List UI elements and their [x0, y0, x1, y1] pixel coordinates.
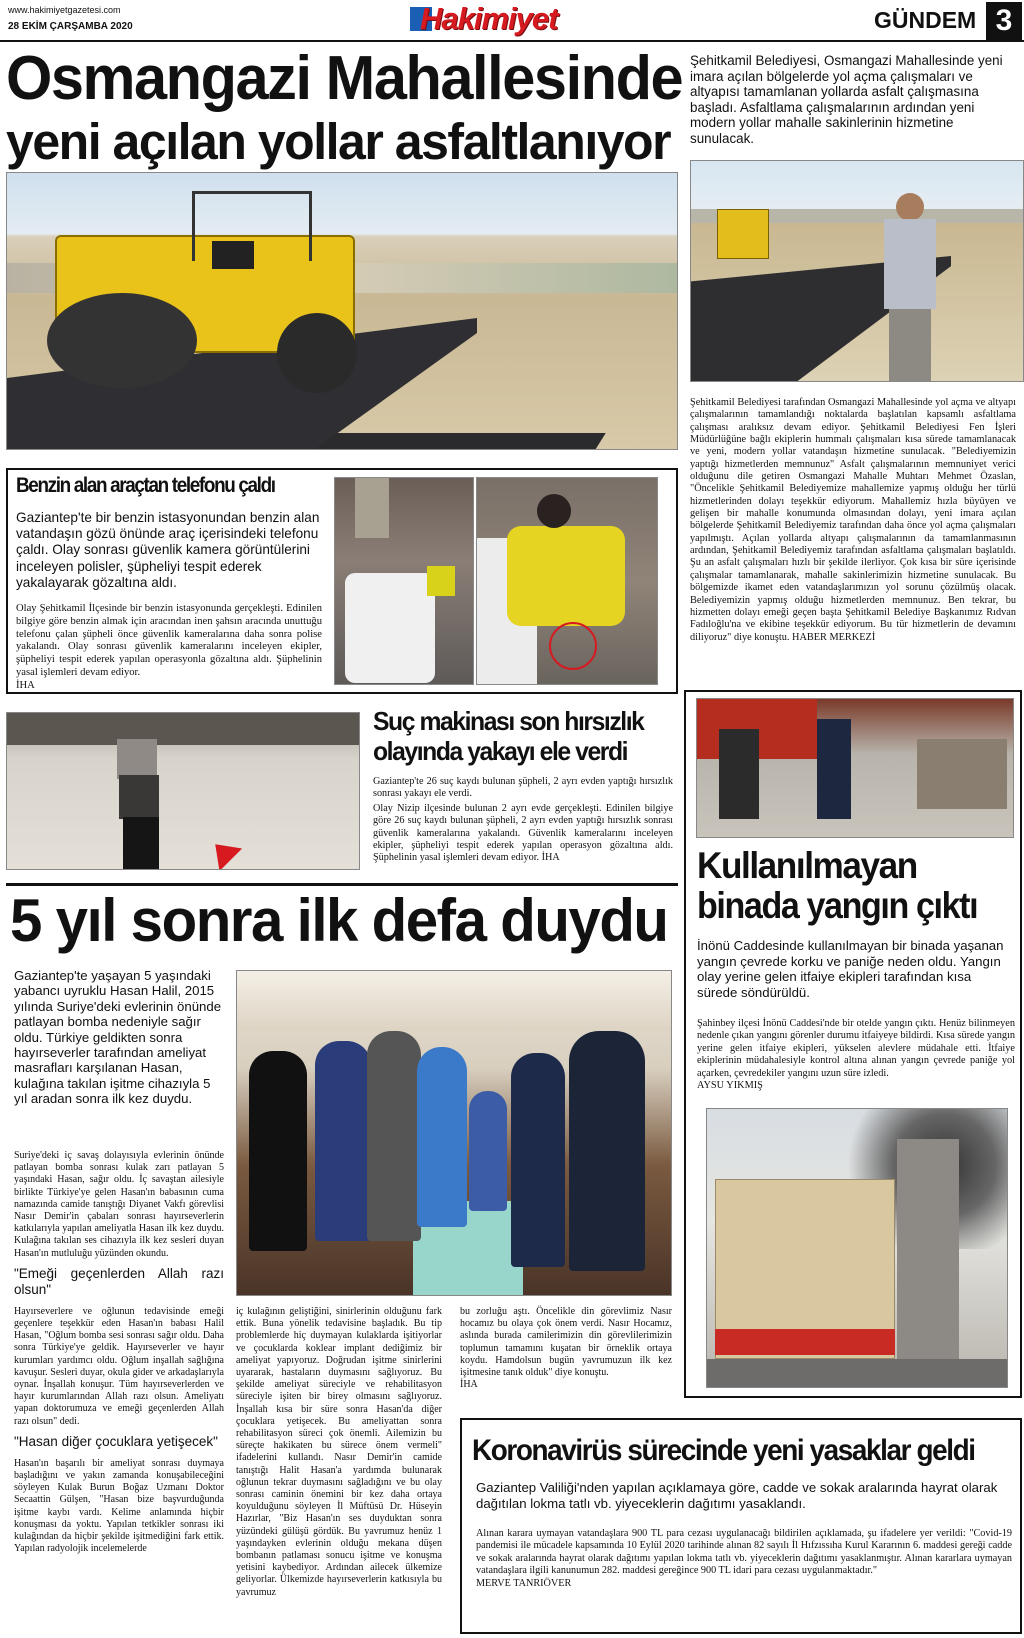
masthead-rule: [0, 40, 1024, 42]
story6-byline: MERVE TANRIÖVER: [476, 1577, 572, 1589]
story5-subhead-1: "Emeği geçenlerden Allah razı olsun": [14, 1265, 224, 1297]
story4-lead: İnönü Caddesinde kullanılmayan bir binada yaşanan yangın çevrede korku ve paniğe neden oldu. Yangın olay yerine gelen itfaiye ekipleri tarafından kısa sürede söndürüldü.: [697, 938, 1004, 1000]
story5-headline: 5 yıl sonra ilk defa duydu: [10, 887, 668, 954]
story3-body: Gaziantep'te 26 suç kaydı bulunan şüpheli, 2 ayrı evden yaptığı hırsızlık sonrası yakayı ele verdi. Olay Nizip ilçesinde bulunan 2 ayrı evde gerçekleşti. Edinilen bilgiye göre 26 suç kaydı bulunan şüpheli, 2 ayrı evden yaptığı hırsızlık sonrası güvenlik kameralarına yakalandı. Güvenlik kameralarını inceleyen ekipler, şüpheliyi tespit ederek yapılan operasyon gözaltına aldı. Şüphelinin yasal işlemleri devam ediyor. İHA: [373, 776, 673, 864]
story2-body: Olay Şehitkamil İlçesinde bir benzin istasyonunda gerçekleşti. Edinilen bilgiye göre benzin almak için aracından inen şahsın aracında unuttuğu telefonu çalan şüpheli önce güvenlik kameralarına daha sonra polise yakalandı. Olay sonrası güvenlik kameralarını inceleyen ekipler, şüpheliyi tespit ederek yapılan operasyonla gözaltına aldı. Şüphelinin yasal işlemleri devam ediyor. İHA: [16, 603, 322, 691]
story3-headline-line1: Suç makinası son hırsızlık: [373, 706, 644, 736]
section-label: GÜNDEM: [874, 7, 977, 33]
story5-col1: Suriye'deki iç savaş dolayısıyla evlerinin önünde patlayan bomba sonrası kulak zarı patlayan 5 yaşındaki Hasan, sağır oldu. İç savaştan ailesiyle birlikte Türkiye'ye gelen Hasan'ın babasının cuma namazında camide tanıştığı Diyanet Vakfı görevlisi Nasır Demir'in çabaları sonrası hayırseverlerin katkılarıyla yapılan ameliyatla Hasan ilk kez duydu. Kulağına takılan ses cihazıyla ilk kez sesleri duyan Hasan'ın mutluluğu yüzünden okundu. "Emeği geçenlerden Allah razı olsun" Hayırseverlere ve oğlunun tedavisinde emeği geçenlere teşekkür eden Hasan'ın babası Halil Hasan, "Oğlum bomba sesi sonrası sağır oldu. Daha sonra Türkiye'ye geldik. Hayırseverler ve hayır kurumları yardımcı oldu. Oğlum inşallah sağlığına kavuşur. Sesleri duyar, okula gider ve arkadaşlarıyla oynar. İnşallah konuşur. Tüm hayırseverlerden ve hayır kurumlarından Allah razı olsun. Ameliyatı yapan doktorumuza ve emeği geçenlerden Allah razı olsun" dedi. "Hasan diğer çocuklara yetişecek" Hasan'ın başarılı bir ameliyat sonrası duymaya başladığını ve yakın zamanda konuşabileceğini söyleyen Kulak Burun Boğaz Uzmanı Doktor Secaattin Gülşen, "Hasan bize başvurduğunda işitme kaybı vardı. Kelime anlamında hiçbir konuşması da yoktu. Yapılan tetkikler sonrası iki kulağından da hiçbir şekilde işitmediğini fark ettik. Yapılan radyolojik incelemelerde: [14, 1150, 224, 1555]
story1-headline-line1: Osmangazi Mahallesinde: [6, 44, 683, 113]
story1-body: Şehitkamil Belediyesi tarafından Osmangazi Mahallesinde yol açma ve altyapı çalışmalarının tamamlandığı noktalarda başlatılan kapsamlı asfaltlama çalışması aralıksız devam ediyor. Şehitkamil Belediyesi Fen İşleri Müdürlüğüne bağlı ekiplerin hummalı çalışmaları kısa sürede tamamlanacak ve yeni, modern yollar vatandaşın hizmetine sunulacak. "Belediyemizin yaptığı hizmetlerden memnunuz" Asfalt çalışmalarının memnuniyet verici olduğunu dile getiren Osmangazi Mahalle Muhtarı Mehmet Özaslan, "Öncelikle Şehitkamil Belediyemize mahallemize yapmış olduğu her türlü hizmetlerinden dolayı teşekkür ediyorum. Mahallemiz hızla büyüyen ve gelişen bir mahalle konumunda olmasından dolayı, yeni imara açılan bölgelerde Şehitkamil Belediyemiz tarafından daha önce yol açma çalışmaları yapılmıştı. Açılan yollarda altyapı çalışmalarının da tamamlanmasının ardından, Şehitkamil Belediyemiz tarafından asfaltlama çalışmaları başlatıldı. Şu an asfalt çalışmaları hızlı bir şekilde ilerliyor. Çok kısa bir süre içerisinde çalışmalar tamamlanarak, mahalle sakinlerimizin hizmetine sunulacak. Bu bölgemizde ikamet eden vatandaşlarımızın yol sorunu çözülmüş olacak. Belediyemizin yapmış olduğu hizmetlerden memnunuz. Ben tekrar, bu hizmetten dolayı emeği geçen başta Şehitkamil Belediye Başkanımız Rıdvan Fadıloğlu'na ve ekibine teşekkür ediyorum. Bu tür hizmetlerin de devamını diliyoruz" diye konuştu. HABER MERKEZİ: [690, 397, 1016, 643]
story5-col2: iç kulağının geliştiğini, sinirlerinin olduğunu fark ettik. Buna yönelik tedavisine başladık. Bu tip problemlerde hiç duymayan kulaklarda işitiyorlar ve çocuklarda koklear implant dediğimiz bir ameliyat yapıyoruz. Doğrudan işitme sinirlerini uyararak, hastaların duymasını sağlıyoruz. Bu şekilde ameliyat süreciyle ve rehabilitasyon süreciyle işiten bir birey olmasını sağlıyoruz. İnşallah kısa bir süre sonra Hasan'da diğer çocuklara yetişecek. Bu ameliyattan sonra rehabilitasyon süreci çok önemli. Ailemizin bu süreçte hakikaten bu sürece önem vermeli" ifadelerini kullandı. Nasır Demir'in camide tanıştığı Halit Hasan'a yardımda bulunarak oğlunun tekrar duymasını sağladığını ve bu olay sonrası caminin önemini bir kez daha ortaya koyulduğunu söyleyen İl Müftüsü Dr. Hüseyin Hazırlar, "Biz Hasan'ın ses duyduktan sonra yüzündeki gülüşü gördük. Bu yavrumuz henüz 1 yaşındayken evlerinin olduğu mekana düşen bombanın patlaması sonucu işitme ve konuşma yetisini kaybediyor. Ardından ailecek ülkemize geliyorlar. Ülkemizde hayırseverlerin katkısıyla bu yavrumuz: [236, 1306, 442, 1598]
story2-lead: Gaziantep'te bir benzin istasyonundan benzin alan vatandaşın gözü önünde araç içerisindeki telefonu çaldı. Olay sonrası güvenlik kamera görüntülerini inceleyen polisler, şüpheliyi tespit ederek yakalayarak gözaltına aldı.: [16, 510, 320, 590]
asphalt-roller-photo: [6, 172, 678, 450]
story4-byline: AYSU YIKMIŞ: [697, 1080, 763, 1092]
newspaper-logo: Hakimiyet: [410, 2, 605, 36]
story2-byline: İHA: [16, 679, 35, 691]
page-number-badge: 3: [986, 2, 1022, 40]
story2-headline: Benzin alan araçtan telefonu çaldı: [16, 474, 275, 497]
story5-top-rule: [6, 883, 678, 886]
website-url: www.hakimiyetgazetesi.com: [8, 5, 121, 15]
story6-headline: Koronavirüs sürecinde yeni yasaklar geldi: [472, 1434, 975, 1467]
story4-headline-line1: Kullanılmayan: [697, 845, 917, 886]
hasan-group-photo: [236, 970, 672, 1296]
story6-lead: Gaziantep Valiliği'nden yapılan açıklamaya göre, cadde ve sokak aralarında hayrat olarak dağıtılan lokma tatlı vb. yiyeceklerin dağıtımı yasaklandı.: [476, 1480, 998, 1511]
story1-lead: Şehitkamil Belediyesi, Osmangazi Mahallesinde yeni imara açılan bölgelerde yol açma çalışmaları ve altyapısı tamamlanan yollarda asfalt çalışmasına başladı. Asfaltlama çalışmalarının ardından yeni modern yollar mahalle sakinlerinin hizmetine sunulacak.: [690, 53, 1003, 146]
story4-headline-line2: binada yangın çıktı: [697, 885, 978, 926]
story4-body: Şahinbey ilçesi İnönü Caddesi'nde bir otelde yangın çıktı. Henüz bilinmeyen nedenle çıkan yangını görenler durumu itfaiyeye bildirdi. Kısa sürede yangın yerine gelen itfaiye ekipleri, yükselen alevlere müdahale etti. İtfaiye ekiplerinin müdahalesiyle kontrol altına alınan yangın çevrede paniğe yol açarken, çevredekiler yangını uzun süre izledi. AYSU YIKMIŞ: [697, 1018, 1015, 1092]
burning-building-photo: [706, 1108, 1008, 1388]
thief-cctv-photo: [6, 712, 360, 870]
gas-station-cctv-photo-2: [476, 477, 658, 685]
muhtar-asphalt-photo: [690, 160, 1024, 382]
story5-subhead-2: "Hasan diğer çocuklara yetişecek": [14, 1433, 218, 1449]
story5-byline: İHA: [460, 1379, 478, 1391]
story3-headline-line2: olayında yakayı ele verdi: [373, 736, 628, 766]
story6-body: Alınan karara uymayan vatandaşlara 900 TL para cezası uygulanacağı bildirilen açıklamada, şu ifadelere yer verildi: "Covid-19 pandemisi ile mücadele kapsamında 10 Eylül 2020 tarihinde alınan 82 sayılı İl Hıfzıssıha Kurul Kararının 6. maddesi gereği cadde ve sokak aralarında hayrat olarak dağıtımı yapılan lokma tatlı vb. yiyeceklerin dağıtımı yasaklanmıştır. Alınan kararlara uymayan vatandaşlara ilgili kanunumun 282. maddesi gereğince 900 TL idari para cezası uygulanmaktadır." MERVE TANRIÖVER: [476, 1528, 1012, 1589]
story5-lead: Gaziantep'te yaşayan 5 yaşındaki yabancı uyruklu Hasan Halil, 2015 yılında Suriye'deki evlerinin önünde patlayan bomba nedeniyle sağır oldu. Türkiye geldikten sonra hayırseverler tarafından ameliyat masrafları karşılanan Hasan, kulağına takılan işitme cihazıyla 5 yıl aradan sonra ilk kez duydu.: [14, 968, 222, 1107]
gas-station-cctv-photo-1: [334, 477, 474, 685]
story5-col3: bu zorluğu aştı. Öncelikle din görevlimiz Nasır hocamız bu olaya çok önem verdi. Nasır Hocamız, aslında burada camilerimizin din görevlilerimizin toplumun tamamını kuşatan bir örneklik ortaya koydu. Hamdolsun bugün yavrumuzun ilk kez işitmesine tanık olduk" diye konuştu. İHA: [460, 1306, 672, 1391]
firefighters-photo: [696, 698, 1014, 838]
issue-date: 28 EKİM ÇARŞAMBA 2020: [8, 21, 133, 32]
story1-headline-line2: yeni açılan yollar asfaltlanıyor: [6, 113, 671, 170]
